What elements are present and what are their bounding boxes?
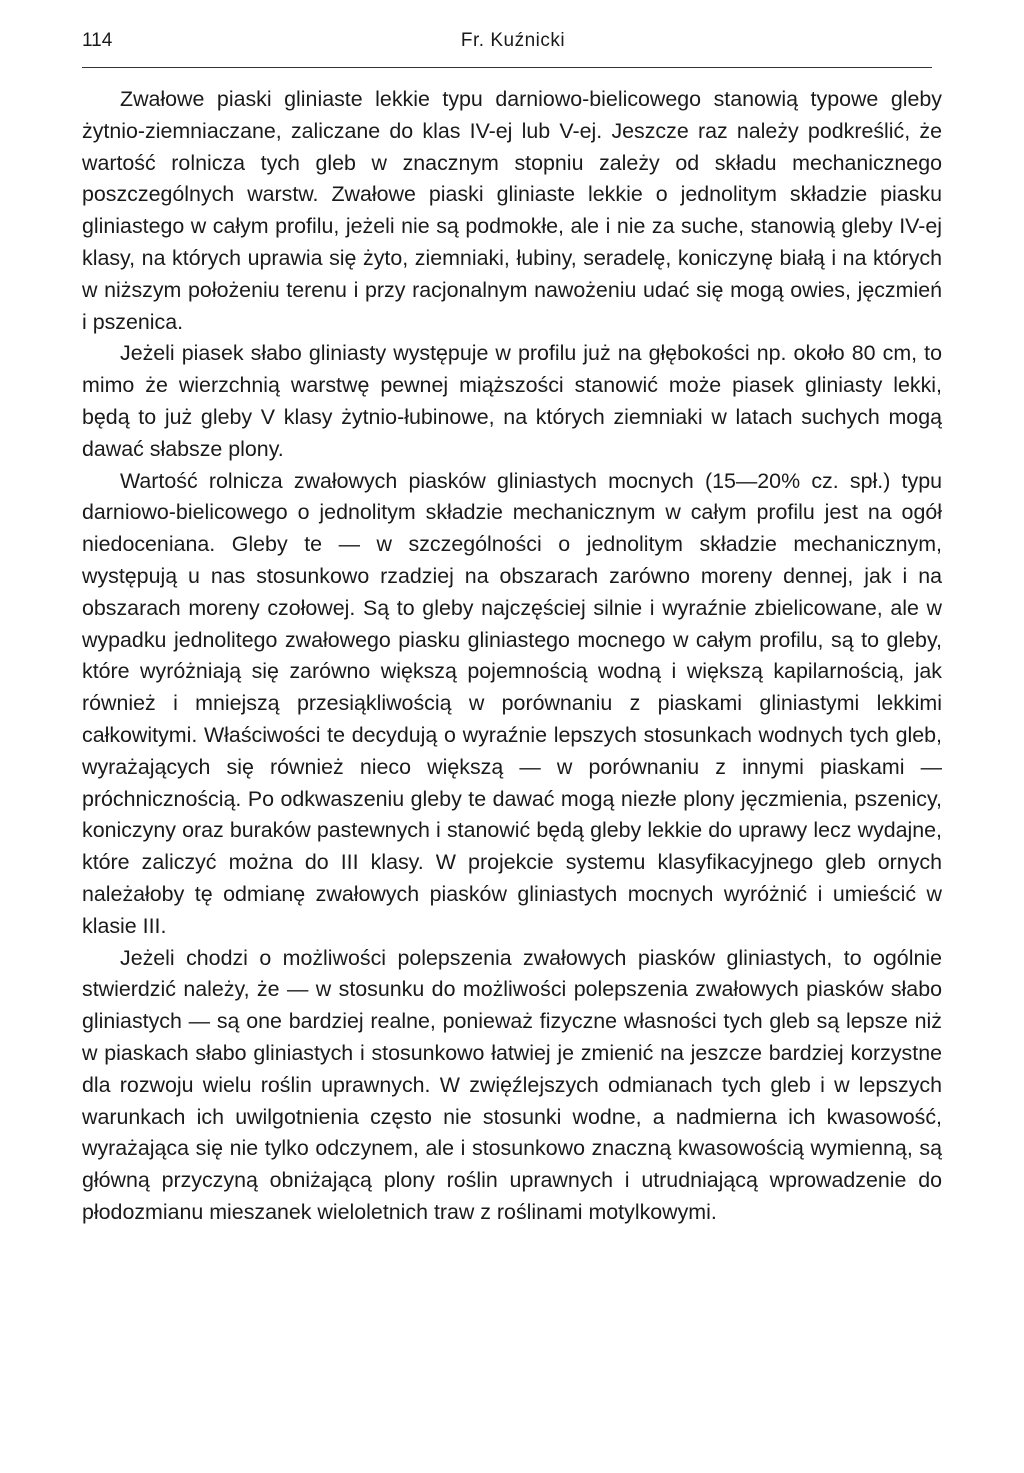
paragraph: Zwałowe piaski gliniaste lekkie typu darniowo-bielicowego stanowią typowe gleby żytnio-ziemniaczane, zaliczane do klas IV-ej lub V-ej. Jeszcze raz należy podkreślić, że wartość rolnicza tych gleb w znacznym stopniu zależy od składu mechanicznego poszczególnych warstw. Zwałowe piaski gliniaste lekkie o jednolitym składzie piasku gliniastego w całym profilu, jeżeli nie są podmokłe, ale i nie za suche, stanowią gleby IV-ej klasy, na których uprawia się żyto, ziemniaki, łubiny, seradelę, koniczynę białą i na których w niższym położeniu terenu i przy racjonalnym nawożeniu udać się mogą owies, jęczmień i pszenica. (82, 87, 942, 334)
paragraph: Jeżeli chodzi o możliwości polepszenia zwałowych piasków gliniastych, to ogólnie stwierdzić należy, że — w stosunku do możliwości polepszenia zwałowych piasków słabo gliniastych — są one bardziej realne, ponieważ fizyczne własności tych gleb są lepsze niż w piaskach słabo gliniastych i stosunkowo łatwiej je zmienić na jeszcze bardziej korzystne dla rozwoju wielu roślin uprawnych. W zwięźlejszych odmianach tych gleb i w lepszych warunkach ich uwilgotnienia często nie stosunki wodne, a nadmierna ich kwasowość, wyrażająca się nie tylko odczynem, ale i stosunkowo znaczną kwasowością wymienną, są główną przyczyną obniżającą plony roślin uprawnych i utrudniającą wprowadzenie do płodozmianu mieszanek wieloletnich traw z roślinami motylkowymi. (82, 945, 942, 1224)
running-title: Fr. Kuźnicki (460, 30, 566, 51)
paragraph: Jeżeli piasek słabo gliniasty występuje w profilu już na głębokości np. około 80 cm, to mimo że wierzchnią warstwę pewnej miąższości stanowić może piasek gliniasty lekki, będą to już gleby V klasy żytnio-łubinowe, na których ziemniaki w latach suchych mogą dawać słabsze plony. (82, 341, 942, 461)
paragraph: Wartość rolnicza zwałowych piasków gliniastych mocnych (15—20% cz. spł.) typu darniowo-bielicowego o jednolitym składzie mechanicznym w całym profilu jest na ogół niedoceniana. Gleby te — w szczególności o jednolitym składzie mechanicznym, występują u nas stosunkowo rzadziej na obszarach zarówno moreny dennej, jak i na obszarach moreny czołowej. Są to gleby najczęściej silnie i wyraźnie zbielicowane, ale w wypadku jednolitego zwałowego piasku gliniastego mocnego w całym profilu, są to gleby, które wyróżniają się zarówno większą pojemnością wodną i większą kapilarnością, jak również i mniejszą przesiąkliwością w porównaniu z piaskami gliniastymi lekkimi całkowitymi. Właściwości te decydują o wyraźnie lepszych stosunkach wodnych tych gleb, wyrażających się również nieco większą — w porównaniu z innymi piaskami — próchnicznością. Po odkwaszeniu gleby te dawać mogą niezłe plony jęczmienia, pszenicy, koniczyny oraz buraków pastewnych i stanowić będą gleby lekkie do uprawy lecz wydajne, które zaliczyć można do III klasy. W projekcie systemu klasyfikacyjnego gleb ornych należałoby tę odmianę zwałowych piasków gliniastych mocnych wyróżnić i umieścić w klasie III. (82, 468, 942, 938)
page-number: 114 (82, 30, 113, 51)
header-rule (82, 67, 932, 68)
running-head (82, 30, 944, 58)
body-text (82, 84, 942, 1229)
